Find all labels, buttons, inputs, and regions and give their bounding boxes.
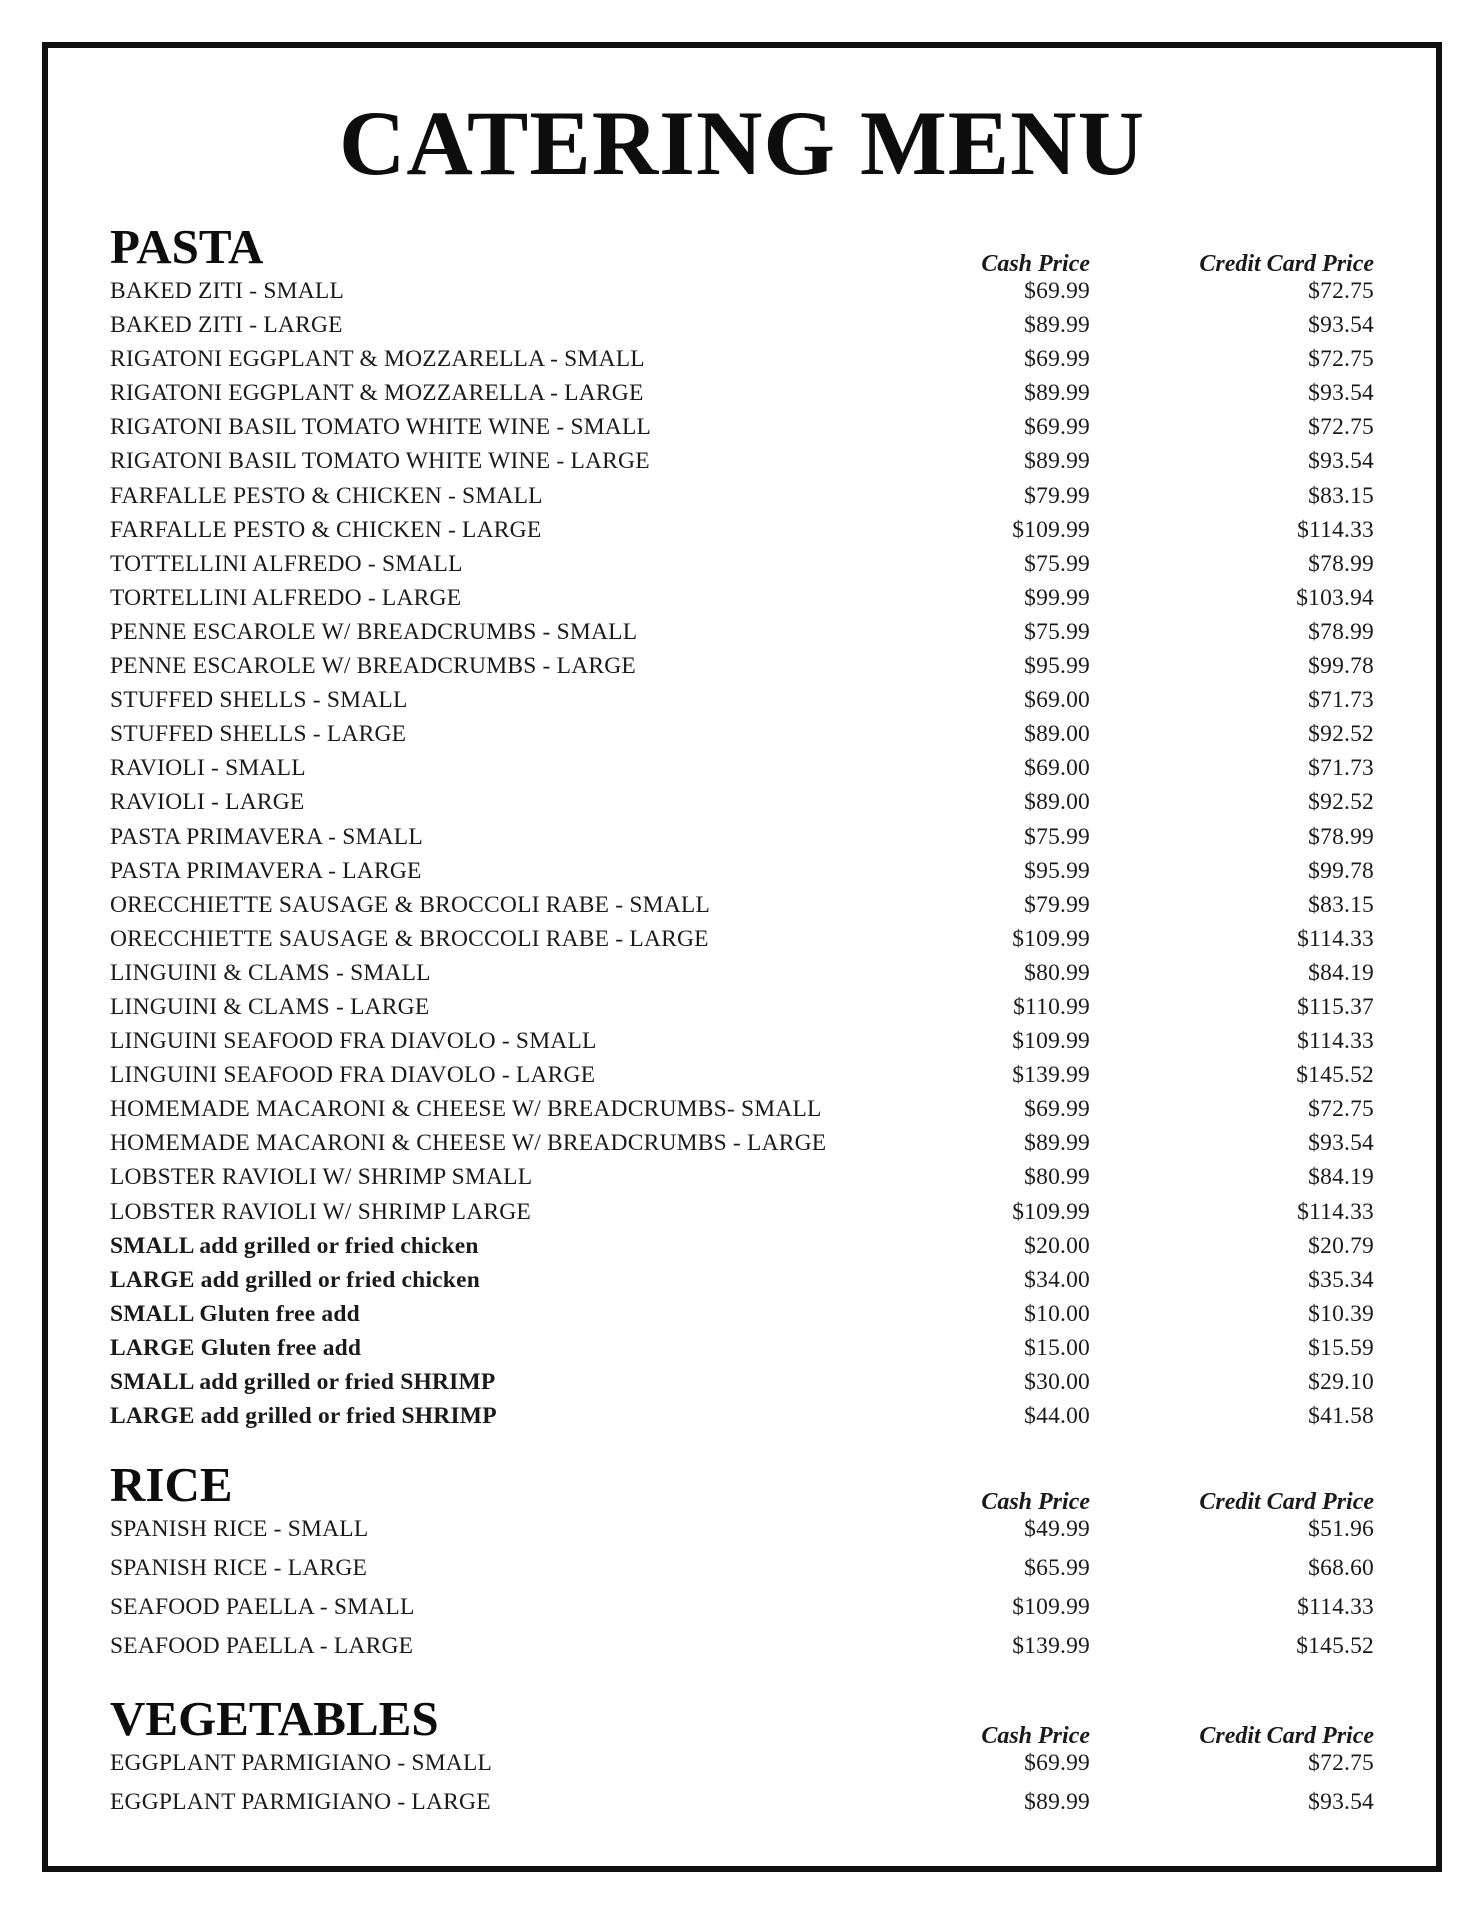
credit-card-price: $114.33 bbox=[1297, 1594, 1374, 1620]
cash-price: $75.99 bbox=[1024, 550, 1090, 577]
cash-price: $95.99 bbox=[1024, 857, 1090, 884]
menu-item-row bbox=[110, 1199, 1374, 1233]
menu-item-row bbox=[110, 414, 1374, 448]
section-header bbox=[110, 218, 1374, 278]
cash-price: $89.99 bbox=[1024, 448, 1090, 475]
credit-card-price-header: Credit Card Price bbox=[1199, 251, 1374, 277]
menu-item-row bbox=[110, 687, 1374, 721]
item-name: ORECCHIETTE SAUSAGE & BROCCOLI RABE - SMALL bbox=[110, 891, 711, 918]
credit-card-price: $103.94 bbox=[1296, 584, 1374, 611]
credit-card-price: $20.79 bbox=[1308, 1232, 1374, 1259]
credit-card-price: $145.52 bbox=[1296, 1062, 1374, 1089]
credit-card-price: $93.54 bbox=[1308, 1130, 1374, 1157]
section-title: RICE bbox=[110, 1457, 233, 1512]
credit-card-price: $78.99 bbox=[1308, 618, 1374, 645]
item-name: RAVIOLI - LARGE bbox=[110, 789, 305, 816]
section-pasta bbox=[110, 218, 1374, 1437]
credit-card-price: $71.73 bbox=[1308, 755, 1374, 782]
item-name: LINGUINI SEAFOOD FRA DIAVOLO - LARGE bbox=[110, 1062, 596, 1089]
item-name: STUFFED SHELLS - SMALL bbox=[110, 687, 408, 714]
menu-rows bbox=[110, 1750, 1374, 1828]
addon-row bbox=[110, 1369, 1374, 1403]
menu-item-row bbox=[110, 789, 1374, 823]
cash-price: $89.00 bbox=[1024, 789, 1090, 816]
item-name: SPANISH RICE - SMALL bbox=[110, 1516, 369, 1542]
credit-card-price: $72.75 bbox=[1308, 346, 1374, 373]
item-name: PENNE ESCAROLE W/ BREADCRUMBS - SMALL bbox=[110, 618, 638, 645]
menu-item-row bbox=[110, 1594, 1374, 1633]
item-name: RIGATONI BASIL TOMATO WHITE WINE - SMALL bbox=[110, 414, 652, 441]
cash-price: $79.99 bbox=[1024, 891, 1090, 918]
credit-card-price: $35.34 bbox=[1308, 1266, 1374, 1293]
cash-price: $79.99 bbox=[1024, 482, 1090, 509]
page-title: CATERING MENU bbox=[338, 92, 1146, 194]
menu-item-row bbox=[110, 551, 1374, 585]
item-name: HOMEMADE MACARONI & CHEESE W/ BREADCRUMBS - LARGE bbox=[110, 1130, 827, 1157]
menu-item-row bbox=[110, 278, 1374, 312]
cash-price: $15.00 bbox=[1024, 1334, 1090, 1361]
item-name: RIGATONI EGGPLANT & MOZZARELLA - LARGE bbox=[110, 380, 644, 407]
item-name: TORTELLINI ALFREDO - LARGE bbox=[110, 584, 462, 611]
menu-item-row bbox=[110, 1062, 1374, 1096]
addon-row bbox=[110, 1403, 1374, 1437]
item-name: RAVIOLI - SMALL bbox=[110, 755, 306, 782]
cash-price: $110.99 bbox=[1013, 993, 1090, 1020]
credit-card-price: $114.33 bbox=[1297, 1198, 1374, 1225]
cash-price: $109.99 bbox=[1012, 516, 1090, 543]
credit-card-price: $114.33 bbox=[1297, 1028, 1374, 1055]
item-name: RIGATONI BASIL TOMATO WHITE WINE - LARGE bbox=[110, 448, 650, 475]
item-name: SPANISH RICE - LARGE bbox=[110, 1555, 368, 1581]
item-name: HOMEMADE MACARONI & CHEESE W/ BREADCRUMBS- SMALL bbox=[110, 1096, 822, 1123]
cash-price: $69.99 bbox=[1024, 1096, 1090, 1123]
section-header bbox=[110, 1690, 1374, 1750]
credit-card-price: $72.75 bbox=[1308, 414, 1374, 441]
cash-price: $34.00 bbox=[1024, 1266, 1090, 1293]
section-vegetables bbox=[110, 1690, 1374, 1828]
section-rice bbox=[110, 1456, 1374, 1672]
section-title: VEGETABLES bbox=[110, 1691, 439, 1746]
credit-card-price: $78.99 bbox=[1308, 550, 1374, 577]
cash-price: $10.00 bbox=[1024, 1300, 1090, 1327]
menu-item-row bbox=[110, 960, 1374, 994]
credit-card-price: $145.52 bbox=[1296, 1633, 1374, 1659]
cash-price: $69.99 bbox=[1024, 346, 1090, 373]
menu-item-row bbox=[110, 1096, 1374, 1130]
menu-item-row bbox=[110, 448, 1374, 482]
cash-price: $109.99 bbox=[1012, 1028, 1090, 1055]
item-name: SMALL add grilled or fried chicken bbox=[110, 1232, 479, 1259]
item-name: LOBSTER RAVIOLI W/ SHRIMP SMALL bbox=[110, 1164, 533, 1191]
cash-price: $95.99 bbox=[1024, 653, 1090, 680]
item-name: LINGUINI SEAFOOD FRA DIAVOLO - SMALL bbox=[110, 1028, 597, 1055]
menu-item-row bbox=[110, 619, 1374, 653]
cash-price: $80.99 bbox=[1024, 1164, 1090, 1191]
menu-item-row bbox=[110, 1633, 1374, 1672]
cash-price: $109.99 bbox=[1012, 925, 1090, 952]
section-title: PASTA bbox=[110, 219, 264, 274]
cash-price: $139.99 bbox=[1012, 1062, 1090, 1089]
cash-price: $89.00 bbox=[1024, 721, 1090, 748]
item-name: PASTA PRIMAVERA - SMALL bbox=[110, 823, 423, 850]
menu-item-row bbox=[110, 517, 1374, 551]
cash-price: $69.00 bbox=[1024, 687, 1090, 714]
cash-price: $65.99 bbox=[1024, 1555, 1090, 1581]
item-name: EGGPLANT PARMIGIANO - SMALL bbox=[110, 1750, 493, 1776]
credit-card-price: $72.75 bbox=[1308, 1096, 1374, 1123]
item-name: FARFALLE PESTO & CHICKEN - SMALL bbox=[110, 482, 543, 509]
credit-card-price: $99.78 bbox=[1308, 653, 1374, 680]
credit-card-price: $114.33 bbox=[1297, 516, 1374, 543]
cash-price: $20.00 bbox=[1024, 1232, 1090, 1259]
cash-price: $30.00 bbox=[1024, 1369, 1090, 1395]
cash-price: $69.00 bbox=[1024, 755, 1090, 782]
cash-price: $89.99 bbox=[1024, 1130, 1090, 1157]
item-name: FARFALLE PESTO & CHICKEN - LARGE bbox=[110, 516, 542, 543]
menu-rows bbox=[110, 1516, 1374, 1672]
cash-price: $89.99 bbox=[1024, 380, 1090, 407]
item-name: LINGUINI & CLAMS - SMALL bbox=[110, 959, 431, 986]
credit-card-price: $51.96 bbox=[1308, 1516, 1374, 1542]
menu-item-row bbox=[110, 483, 1374, 517]
credit-card-price: $84.19 bbox=[1308, 1164, 1374, 1191]
item-name: ORECCHIETTE SAUSAGE & BROCCOLI RABE - LARGE bbox=[110, 925, 709, 952]
menu-item-row bbox=[110, 892, 1374, 926]
cash-price: $49.99 bbox=[1024, 1516, 1090, 1542]
menu-item-row bbox=[110, 1028, 1374, 1062]
credit-card-price: $10.39 bbox=[1308, 1300, 1374, 1327]
menu-item-row bbox=[110, 346, 1374, 380]
menu-item-row bbox=[110, 1555, 1374, 1594]
credit-card-price: $72.75 bbox=[1308, 1750, 1374, 1776]
item-name: BAKED ZITI - SMALL bbox=[110, 278, 344, 304]
credit-card-price: $115.37 bbox=[1297, 993, 1374, 1020]
cash-price-header: Cash Price bbox=[981, 1723, 1090, 1749]
cash-price: $89.99 bbox=[1024, 1789, 1090, 1815]
credit-card-price: $68.60 bbox=[1308, 1555, 1374, 1581]
credit-card-price: $83.15 bbox=[1308, 482, 1374, 509]
menu-item-row bbox=[110, 824, 1374, 858]
menu-item-row bbox=[110, 1130, 1374, 1164]
credit-card-price: $78.99 bbox=[1308, 823, 1374, 850]
cash-price: $109.99 bbox=[1012, 1198, 1090, 1225]
cash-price: $99.99 bbox=[1024, 584, 1090, 611]
credit-card-price: $41.58 bbox=[1308, 1403, 1374, 1430]
addon-row bbox=[110, 1267, 1374, 1301]
item-name: LARGE Gluten free add bbox=[110, 1334, 362, 1361]
item-name: SEAFOOD PAELLA - LARGE bbox=[110, 1633, 414, 1659]
cash-price: $44.00 bbox=[1024, 1403, 1090, 1430]
menu-item-row bbox=[110, 1789, 1374, 1828]
credit-card-price: $29.10 bbox=[1308, 1369, 1374, 1395]
menu-item-row bbox=[110, 926, 1374, 960]
item-name: SEAFOOD PAELLA - SMALL bbox=[110, 1594, 415, 1620]
credit-card-price: $83.15 bbox=[1308, 891, 1374, 918]
menu-item-row bbox=[110, 380, 1374, 414]
menu-item-row bbox=[110, 994, 1374, 1028]
item-name: PENNE ESCAROLE W/ BREADCRUMBS - LARGE bbox=[110, 653, 636, 680]
cash-price: $75.99 bbox=[1024, 823, 1090, 850]
credit-card-price-header: Credit Card Price bbox=[1199, 1723, 1374, 1749]
menu-item-row bbox=[110, 858, 1374, 892]
item-name: TOTTELLINI ALFREDO - SMALL bbox=[110, 550, 463, 577]
menu-item-row bbox=[110, 1164, 1374, 1198]
addon-row bbox=[110, 1233, 1374, 1267]
menu-item-row bbox=[110, 1516, 1374, 1555]
credit-card-price: $99.78 bbox=[1308, 857, 1374, 884]
cash-price-header: Cash Price bbox=[981, 251, 1090, 277]
credit-card-price-header: Credit Card Price bbox=[1199, 1489, 1374, 1515]
credit-card-price: $15.59 bbox=[1308, 1334, 1374, 1361]
menu-item-row bbox=[110, 653, 1374, 687]
menu-item-row bbox=[110, 755, 1374, 789]
menu-item-row bbox=[110, 1750, 1374, 1789]
credit-card-price: $93.54 bbox=[1308, 1789, 1374, 1815]
credit-card-price: $93.54 bbox=[1308, 312, 1374, 339]
cash-price-header: Cash Price bbox=[981, 1489, 1090, 1515]
item-name: LARGE add grilled or fried SHRIMP bbox=[110, 1403, 497, 1430]
cash-price: $109.99 bbox=[1012, 1594, 1090, 1620]
item-name: SMALL add grilled or fried SHRIMP bbox=[110, 1369, 496, 1395]
section-header bbox=[110, 1456, 1374, 1516]
item-name: BAKED ZITI - LARGE bbox=[110, 312, 343, 339]
cash-price: $75.99 bbox=[1024, 618, 1090, 645]
cash-price: $139.99 bbox=[1012, 1633, 1090, 1659]
menu-item-row bbox=[110, 312, 1374, 346]
cash-price: $89.99 bbox=[1024, 312, 1090, 339]
menu-rows bbox=[110, 278, 1374, 1437]
credit-card-price: $92.52 bbox=[1308, 789, 1374, 816]
item-name: LINGUINI & CLAMS - LARGE bbox=[110, 993, 430, 1020]
item-name: LOBSTER RAVIOLI W/ SHRIMP LARGE bbox=[110, 1198, 531, 1225]
menu-item-row bbox=[110, 721, 1374, 755]
item-name: LARGE add grilled or fried chicken bbox=[110, 1266, 480, 1293]
credit-card-price: $114.33 bbox=[1297, 925, 1374, 952]
cash-price: $80.99 bbox=[1024, 959, 1090, 986]
item-name: STUFFED SHELLS - LARGE bbox=[110, 721, 407, 748]
cash-price: $69.99 bbox=[1024, 414, 1090, 441]
credit-card-price: $93.54 bbox=[1308, 380, 1374, 407]
item-name: SMALL Gluten free add bbox=[110, 1300, 360, 1327]
addon-row bbox=[110, 1335, 1374, 1369]
credit-card-price: $71.73 bbox=[1308, 687, 1374, 714]
cash-price: $69.99 bbox=[1024, 1750, 1090, 1776]
credit-card-price: $92.52 bbox=[1308, 721, 1374, 748]
item-name: PASTA PRIMAVERA - LARGE bbox=[110, 857, 422, 884]
credit-card-price: $84.19 bbox=[1308, 959, 1374, 986]
item-name: EGGPLANT PARMIGIANO - LARGE bbox=[110, 1789, 491, 1815]
addon-row bbox=[110, 1301, 1374, 1335]
cash-price: $69.99 bbox=[1024, 278, 1090, 304]
menu-item-row bbox=[110, 585, 1374, 619]
item-name: RIGATONI EGGPLANT & MOZZARELLA - SMALL bbox=[110, 346, 645, 373]
credit-card-price: $72.75 bbox=[1308, 278, 1374, 304]
credit-card-price: $93.54 bbox=[1308, 448, 1374, 475]
